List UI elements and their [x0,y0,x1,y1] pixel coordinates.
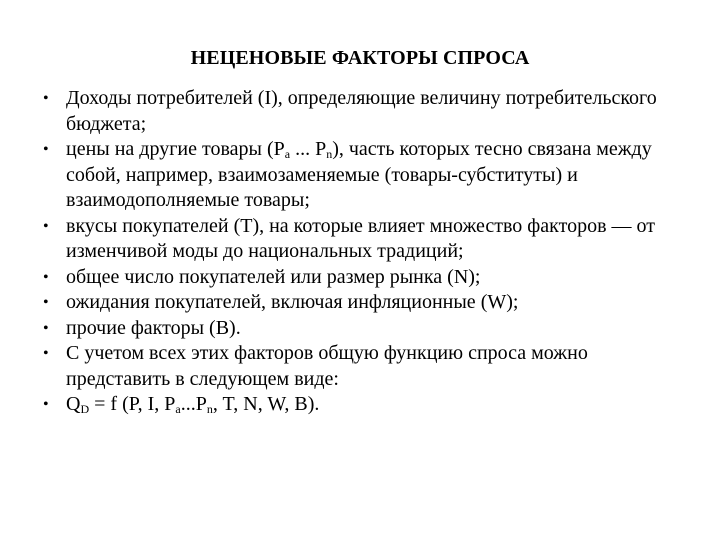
subscript: n [326,147,333,161]
list-item [43,214,693,265]
bullet-icon: • [43,319,49,337]
list-item [43,137,693,214]
bullet-icon: • [43,294,49,311]
item-text-pre: цены на другие товары (P [66,138,285,160]
bullet-icon: • [43,345,49,362]
list-item [43,392,693,418]
formula-text-post: , T, N, W, B). [212,393,320,415]
item-text: прочие факторы (B). [66,316,241,339]
item-text-mid: ... P [290,138,327,160]
subscript: D [80,402,90,416]
list-item [43,86,693,137]
item-text: С учетом всех этих факторов общую функцию спроса можно представить в следующем виде: [66,342,588,390]
formula-text-pre: Q [66,393,81,415]
list-item [43,290,693,316]
bullet-icon: • [43,90,49,107]
formula-text-mid: ...P [180,393,207,415]
bullet-icon: • [43,396,49,413]
subscript: a [284,147,291,161]
subscript: a [175,402,181,416]
item-text-post: ), часть которых тесно связана между собой, например, взаимозаменяемые (товары-субституты) и взаимодополняемые товары; [66,138,652,211]
subscript: n [206,402,213,416]
formula-text-mid: = f (P, I, P [89,393,176,415]
item-text: вкусы покупателей (T), на которые влияет множество факторов — от изменчивой моды до национальных традиций; [66,214,655,262]
item-text: ожидания покупателей, включая инфляционные (W); [66,291,519,313]
item-text: общее число покупателей или размер рынка (N); [66,265,481,288]
factors-list [43,86,693,418]
list-item [43,341,693,392]
bullet-icon: • [43,141,49,158]
list-item [43,316,693,342]
slide-title: НЕЦЕНОВЫЕ ФАКТОРЫ СПРОСА [190,47,530,69]
bullet-icon: • [43,268,49,286]
list-item [43,265,693,291]
bullet-icon: • [43,217,49,235]
item-text: Доходы потребителей (I), определяющие величину потребительского бюджета; [66,87,657,135]
